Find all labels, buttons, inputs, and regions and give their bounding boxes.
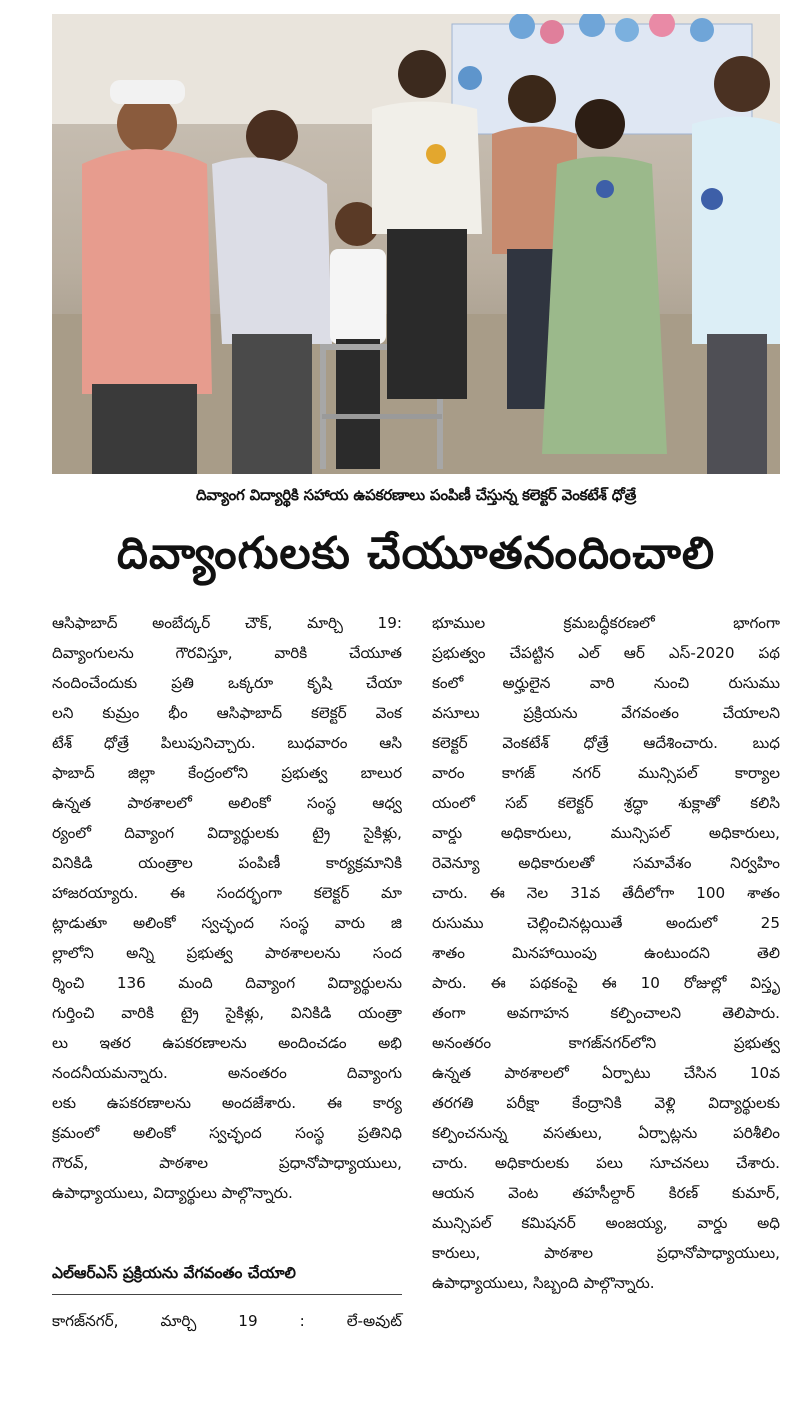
article-line: రుసుము చెల్లించినట్లయితే అందులో 25	[432, 914, 780, 932]
article-line: ర్యంలో దివ్యాంగ విద్యార్థులకు ట్రై సైకిళ్లు,	[52, 824, 402, 842]
article-line: వినికిడి యంత్రాల పంపిణీ కార్యక్రమానికి	[52, 854, 402, 872]
article-line: ఉన్నత పాఠశాలలో అలింకో సంస్థ ఆధ్వ	[52, 794, 402, 812]
article-line: శాతం మినహాయింపు ఉంటుందని తెలి	[432, 944, 780, 962]
article-line: ప్రభుత్వం చేపట్టిన ఎల్ ఆర్ ఎస్-2020 పథ	[432, 644, 780, 662]
article-line: తంగా అవగాహన కల్పించాలని తెలిపారు.	[432, 1004, 780, 1022]
article-line: గౌరవ్, పాఠశాల ప్రధానోపాధ్యాయులు,	[52, 1154, 402, 1172]
article-line: ట్లాడుతూ అలింకో స్వచ్ఛంద సంస్థ వారు జి	[52, 914, 402, 932]
article-line: ల్లాలోని అన్ని ప్రభుత్వ పాఠశాలలను సంద	[52, 944, 402, 962]
article-line: కారులు, పాఠశాల ప్రధానోపాధ్యాయులు,	[432, 1244, 780, 1262]
article-line: దివ్యాంగులను గౌరవిస్తూ, వారికి చేయూత	[52, 644, 402, 662]
news-photo	[52, 14, 780, 474]
article-line: మున్సిపల్ కమిషనర్ అంజయ్య, వార్డు అధి	[432, 1214, 780, 1232]
subheading: ఎల్ఆర్ఎస్ ప్రక్రియను వేగవంతం చేయాలి	[52, 1264, 402, 1295]
article-line: చారు. ఈ నెల 31వ తేదీలోగా 100 శాతం	[432, 884, 780, 902]
article-line: రెవెన్యూ అధికారులతో సమావేశం నిర్వహిం	[432, 854, 780, 872]
article-column-left	[52, 608, 402, 1208]
article-column-right	[432, 608, 780, 1298]
article-line: వారం కాగజ్ నగర్ మున్సిపల్ కార్యాల	[432, 764, 780, 782]
article-line: నందనీయమన్నారు. అనంతరం దివ్యాంగు	[52, 1064, 402, 1082]
article-line: యంలో సబ్ కలెక్టర్ శ్రద్ధా శుక్లాతో కలిసి	[432, 794, 780, 812]
article-line: కల్పించనున్న వసతులు, ఏర్పాట్లను పరిశీలిం	[432, 1124, 780, 1142]
headline: దివ్యాంగులకు చేయూతనందించాలి	[116, 528, 716, 579]
article-line: ర్శించి 136 మంది దివ్యాంగ విద్యార్థులను	[52, 974, 402, 992]
article-line: ఉపాధ్యాయులు, సిబ్బంది పాల్గొన్నారు.	[432, 1274, 655, 1292]
article-line: కలెక్టర్ వెంకటేశ్ ధోత్రే ఆదేశించారు. బుధ	[432, 734, 780, 752]
article-line: ఆయన వెంట తహసీల్దార్ కిరణ్ కుమార్,	[432, 1184, 780, 1202]
article-line: వసూలు ప్రక్రియను వేగవంతం చేయాలని	[432, 704, 780, 722]
article-line: వార్డు అధికారులు, మున్సిపల్ అధికారులు,	[432, 824, 780, 842]
article-line: కంలో అర్హులైన వారి నుంచి రుసుము	[432, 674, 780, 692]
article-line: లు ఇతర ఉపకరణాలను అందించడం అభి	[52, 1034, 402, 1052]
article-line: ఉపాధ్యాయులు, విద్యార్థులు పాల్గొన్నారు.	[52, 1184, 293, 1202]
article-line: ఆసిఫాబాద్ అంబేద్కర్ చౌక్, మార్చి 19:	[52, 614, 402, 632]
article-line: కాగజ్‌నగర్, మార్చి 19 : లే-అవుట్	[52, 1312, 402, 1330]
event-photo-illustration	[52, 14, 780, 474]
article-line: క్రమంలో అలింకో స్వచ్ఛంద సంస్థ ప్రతినిధి	[52, 1124, 402, 1142]
article-line: ఫాబాద్ జిల్లా కేంద్రంలోని ప్రభుత్వ బాలుర	[52, 764, 402, 782]
article-line: తరగతి పరీక్షా కేంద్రానికి వెళ్లి విద్యార్థులకు	[432, 1094, 780, 1112]
article-line: భూముల క్రమబద్ధీకరణలో భాగంగా	[432, 614, 780, 632]
article-line: అనంతరం కాగజ్‌నగర్‌లోని ప్రభుత్వ	[432, 1034, 780, 1052]
article-line: నందించేందుకు ప్రతి ఒక్కరూ కృషి చేయా	[52, 674, 402, 692]
article-line: టేశ్ ధోత్రే పిలుపునిచ్చారు. బుధవారం ఆసి	[52, 734, 402, 752]
article-line: పారు. ఈ పథకంపై ఈ 10 రోజుల్లో విస్తృ	[432, 974, 780, 992]
article-line: చారు. అధికారులకు పలు సూచనలు చేశారు.	[432, 1154, 780, 1172]
article-line: లకు ఉపకరణాలను అందజేశారు. ఈ కార్య	[52, 1094, 402, 1112]
photo-caption: దివ్యాంగ విద్యార్థికి సహాయ ఉపకరణాలు పంపిణీ చేస్తున్న కలెక్టర్ వెంకటేశ్ ధోత్రే	[195, 486, 637, 504]
article-column-left-second	[52, 1306, 402, 1336]
article-line: గుర్తించి వారికి ట్రై సైకిళ్లు, వినికిడి యంత్రా	[52, 1004, 402, 1022]
article-line: లని కుమ్రం భీం ఆసిఫాబాద్ కలెక్టర్ వెంక	[52, 704, 402, 722]
article-line: ఉన్నత పాఠశాలలో ఏర్పాటు చేసిన 10వ	[432, 1064, 780, 1082]
article-line: హాజరయ్యారు. ఈ సందర్భంగా కలెక్టర్ మా	[52, 884, 402, 902]
